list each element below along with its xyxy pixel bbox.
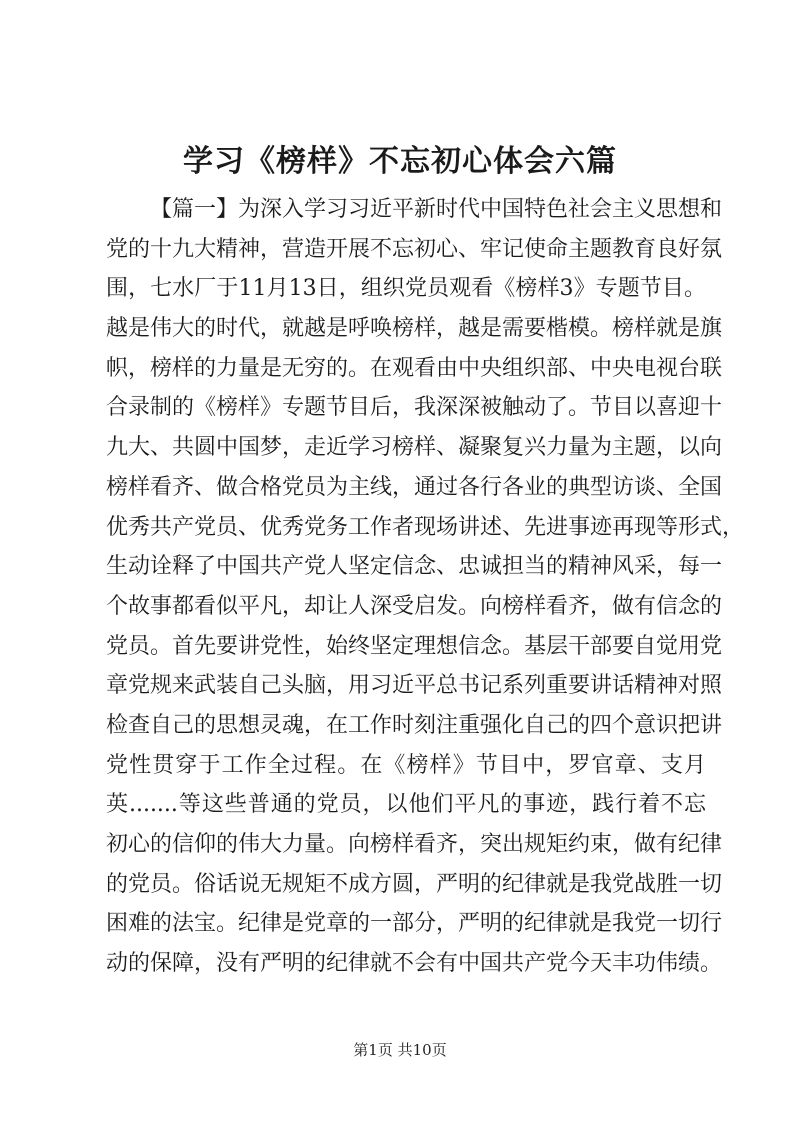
document-body (106, 190, 745, 984)
body-line: 生动诠释了中国共产党人坚定信念、忠诚担当的精神风采，每一 (106, 554, 723, 580)
body-line: 党性贯穿于工作全过程。在《榜样》节目中，罗官章、支月 (106, 752, 706, 778)
body-line: 的党员。俗话说无规矩不成方圆，严明的纪律就是我党战胜一切 (106, 871, 723, 897)
body-line: 合录制的《榜样》专题节目后，我深深被触动了。节目以喜迎十 (106, 395, 723, 421)
body-line: 个故事都看似平凡，却让人深受启发。向榜样看齐，做有信念的 (106, 593, 723, 619)
body-line: 围，七水厂于11月13日，组织党员观看《榜样3》专题节目。 (106, 276, 706, 302)
body-line: 检查自己的思想灵魂，在工作时刻注重强化自己的四个意识把讲 (106, 712, 723, 738)
document-title: 学习《榜样》不忘初心体会六篇 (183, 144, 617, 179)
body-line: 【篇一】为深入学习习近平新时代中国特色社会主义思想和 (150, 197, 723, 222)
body-line: 榜样看齐、做合格党员为主线，通过各行各业的典型访谈、全国 (106, 474, 723, 500)
body-line: 困难的法宝。纪律是党章的一部分，严明的纪律就是我党一切行 (106, 911, 723, 937)
body-line: 优秀共产党员、优秀党务工作者现场讲述、先进事迹再现等形式， (106, 514, 745, 540)
body-line: 章党规来武装自己头脑，用习近平总书记系列重要讲话精神对照 (106, 673, 723, 699)
body-line: 初心的信仰的伟大力量。向榜样看齐，突出规矩约束，做有纪律 (106, 832, 723, 857)
body-line: 帜，榜样的力量是无穷的。在观看由中央组织部、中央电视台联 (106, 355, 723, 381)
body-line: 英.......等这些普通的党员，以他们平凡的事迹，践行着不忘 (106, 792, 706, 818)
body-line: 党员。首先要讲党性，始终坚定理想信念。基层干部要自觉用党 (106, 633, 723, 659)
body-line: 党的十九大精神，营造开展不忘初心、牢记使命主题教育良好氛 (106, 236, 723, 262)
body-line: 九大、共圆中国梦，走近学习榜样、凝聚复兴力量为主题，以向 (106, 435, 723, 461)
page-footer: 第1页 共10页 (353, 1041, 447, 1059)
body-line: 越是伟大的时代，就越是呼唤榜样，越是需要楷模。榜样就是旗 (106, 316, 723, 342)
body-line: 动的保障，没有严明的纪律就不会有中国共产党今天丰功伟绩。 (106, 951, 723, 977)
